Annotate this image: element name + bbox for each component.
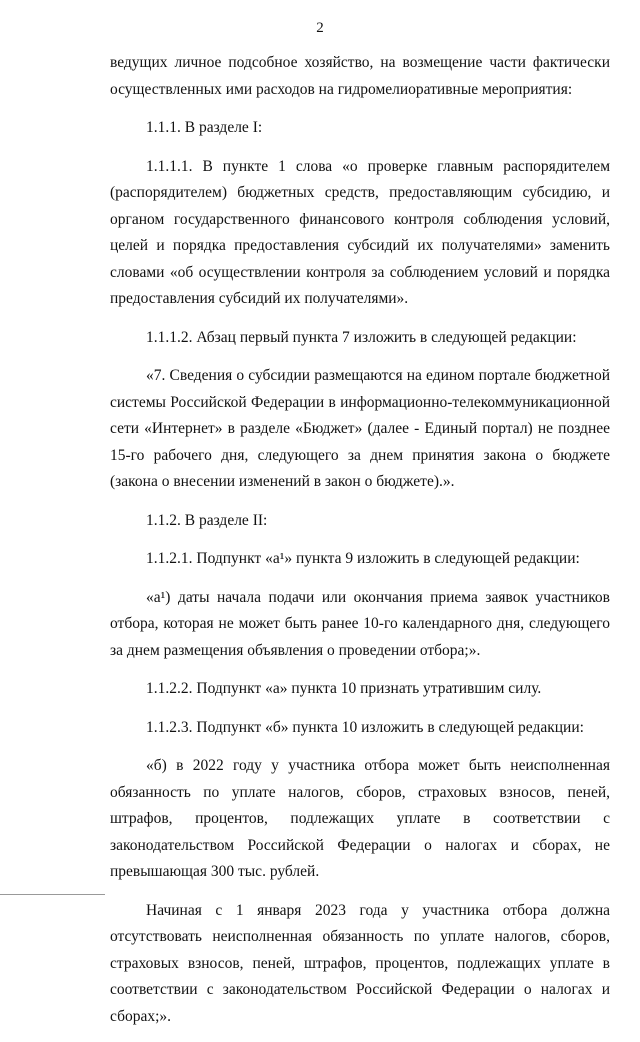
paragraph-8: «а¹) даты начала подачи или окончания приема заявок участников отбора, которая не может быть ранее 10-го календарного дня, следующего за днем размещения объявления о проведении отбора;». bbox=[110, 588, 610, 659]
paragraph-5: «7. Сведения о субсидии размещаются на едином портале бюджетной системы Российской Федерации в информационно-телекоммуникационной сети «Интернет» в разделе «Бюджет» (далее - Единый портал) не позднее 15-го рабочего дня, следующего за днем принятия закона о бюджете (закона о внесении изменений в закон о бюджете).». bbox=[110, 367, 610, 490]
page-number: 2 bbox=[316, 20, 324, 36]
paragraph-2: 1.1.1. В разделе I: bbox=[146, 119, 263, 136]
paragraph-7: 1.1.2.1. Подпункт «а¹» пункта 9 изложить в следующей редакции: bbox=[146, 550, 580, 567]
paragraph-3: 1.1.1.1. В пункте 1 слова «о проверке главным распорядителем (распорядителем) бюджетных средств, предоставляющим субсидию, и органом государственного финансового контроля соблюдения условий, целей и порядка предоставления субсидий их получателями» заменить словами «об осуществлении контроля за соблюдением условий и порядка предоставления субсидий их получателями». bbox=[110, 157, 610, 307]
paragraph-11: «б) в 2022 году у участника отбора может быть неисполненная обязанность по уплате налогов, сборов, страховых взносов, пеней, штрафов, процентов, подлежащих уплате в соответствии с законодательством Российской Федерации о налогах и сборах, не превышающая 300 тыс. рублей. bbox=[110, 757, 610, 880]
paragraph-1: ведущих личное подсобное хозяйство, на возмещение части фактически осуществленных ими расходов на гидромелиоративные мероприятия: bbox=[110, 54, 610, 98]
paragraph-12: Начиная с 1 января 2023 года у участника отбора должна отсутствовать неисполненная обязанность по уплате налогов, сборов, страховых взносов, пеней, штрафов, процентов, подлежащих уплате в соответствии с законодательством Российской Федерации о налогах и сборах;». bbox=[110, 901, 610, 1025]
paragraph-9: 1.1.2.2. Подпункт «а» пункта 10 признать утратившим силу. bbox=[146, 680, 542, 697]
document-body bbox=[110, 50, 610, 1042]
paragraph-6: 1.1.2. В разделе II: bbox=[146, 511, 268, 529]
scan-edge-line bbox=[0, 894, 105, 895]
paragraph-4: 1.1.1.2. Абзац первый пункта 7 изложить в следующей редакции: bbox=[146, 328, 577, 346]
paragraph-10: 1.1.2.3. Подпункт «б» пункта 10 изложить в следующей редакции: bbox=[146, 718, 584, 736]
